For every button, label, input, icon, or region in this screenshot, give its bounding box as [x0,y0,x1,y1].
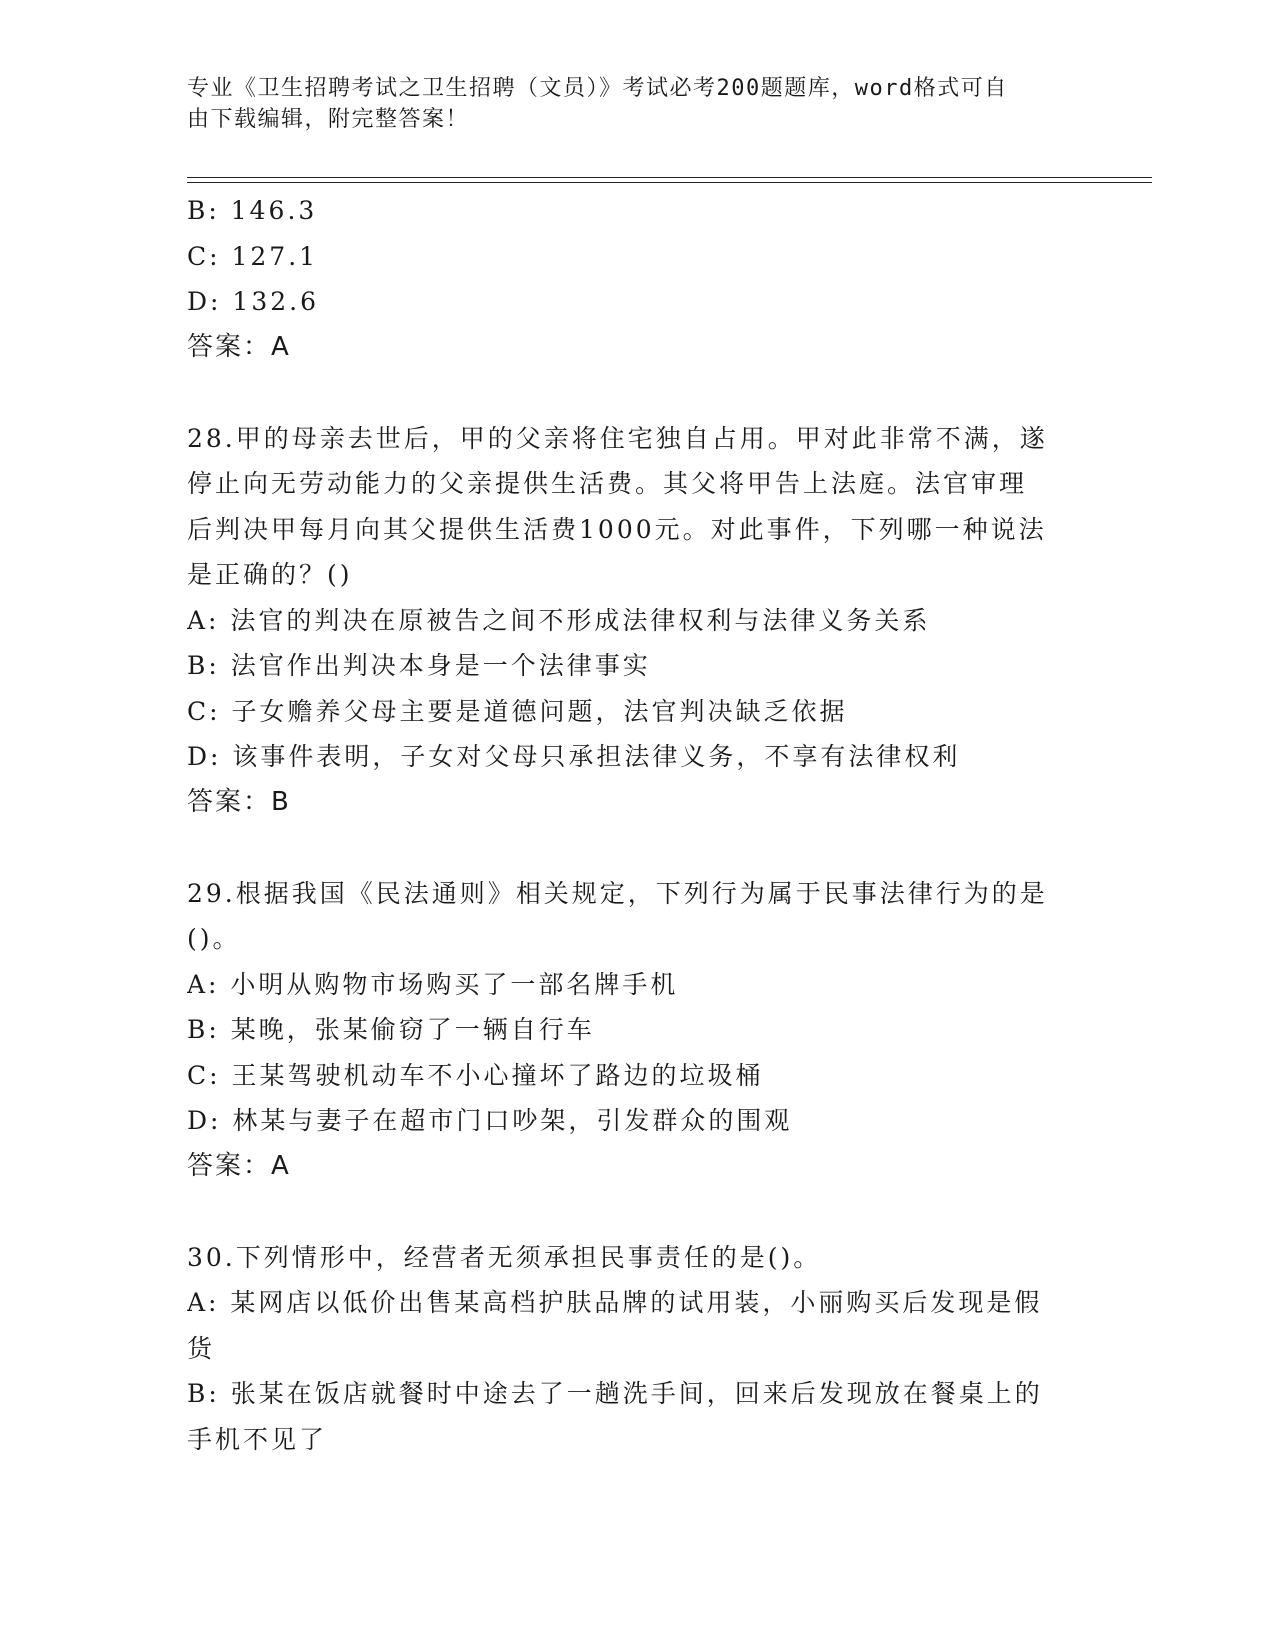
option-b-continued: 手机不见了 [187,1424,328,1454]
question-stem-line: 是正确的？() [187,560,353,589]
question-stem-line: 28.甲的母亲去世后，甲的父亲将住宅独自占用。甲对此非常不满，遂 [187,423,1048,453]
header-title-line-2: 由下载编辑，附完整答案！ [187,107,470,132]
spacer [187,1189,1067,1235]
option-a-continued: 货 [187,1333,216,1363]
question-28 [187,416,1067,826]
option-c: C: 子女赡养父母主要是道德问题，法官判决缺乏依据 [187,696,848,726]
option-c: C: 王某驾驶机动车不小心撞坏了路边的垃圾桶 [187,1060,764,1090]
option-d: D: 该事件表明，子女对父母只承担法律义务，不享有法律权利 [187,742,961,771]
spacer [187,825,1067,871]
option-d: D: 132.6 [187,287,319,316]
header-title-line-1: 专业《卫生招聘考试之卫生招聘（文员）》考试必考200题题库，word格式可自 [187,76,1008,101]
question-stem-line: 后判决甲每月向其父提供生活费1000元。对此事件，下列哪一种说法 [187,514,1047,544]
option-b: B: 张某在饭店就餐时中途去了一趟洗手间，回来后发现放在餐桌上的 [187,1379,1043,1408]
option-c: C: 127.1 [187,241,319,271]
answer-label: 答案：A [187,1150,291,1181]
question-list [187,188,1067,1462]
answer-label: 答案：B [187,786,291,817]
question-stem-line: 停止向无劳动能力的父亲提供生活费。其父将甲告上法庭。法官审理 [187,469,1028,498]
option-b: B: 法官作出判决本身是一个法律事实 [187,651,651,680]
question-29 [187,871,1067,1190]
question-stem-line: ()。 [187,924,241,953]
option-a: A: 某网店以低价出售某高档护肤品牌的试用装，小丽购买后发现是假 [187,1288,1043,1317]
option-b: B: 146.3 [187,196,318,225]
question-stem-line: 29.根据我国《民法通则》相关规定，下列行为属于民事法律行为的是 [187,878,1048,908]
question-27-tail [187,188,1067,370]
question-stem-line: 30.下列情形中，经营者无须承担民事责任的是()。 [187,1242,822,1272]
header-divider-bottom [187,182,1152,183]
option-b: B: 某晚，张某偷窃了一辆自行车 [187,1015,595,1044]
option-a: A: 小明从购物市场购买了一部名牌手机 [187,969,679,999]
option-d: D: 林某与妻子在超市门口吵架，引发群众的围观 [187,1106,793,1135]
answer-label: 答案：A [187,331,291,362]
header-divider-top [187,177,1152,178]
spacer [187,370,1067,416]
page-header [187,73,1067,135]
option-a: A: 法官的判决在原被告之间不形成法律权利与法律义务关系 [187,605,931,635]
question-30 [187,1235,1067,1463]
